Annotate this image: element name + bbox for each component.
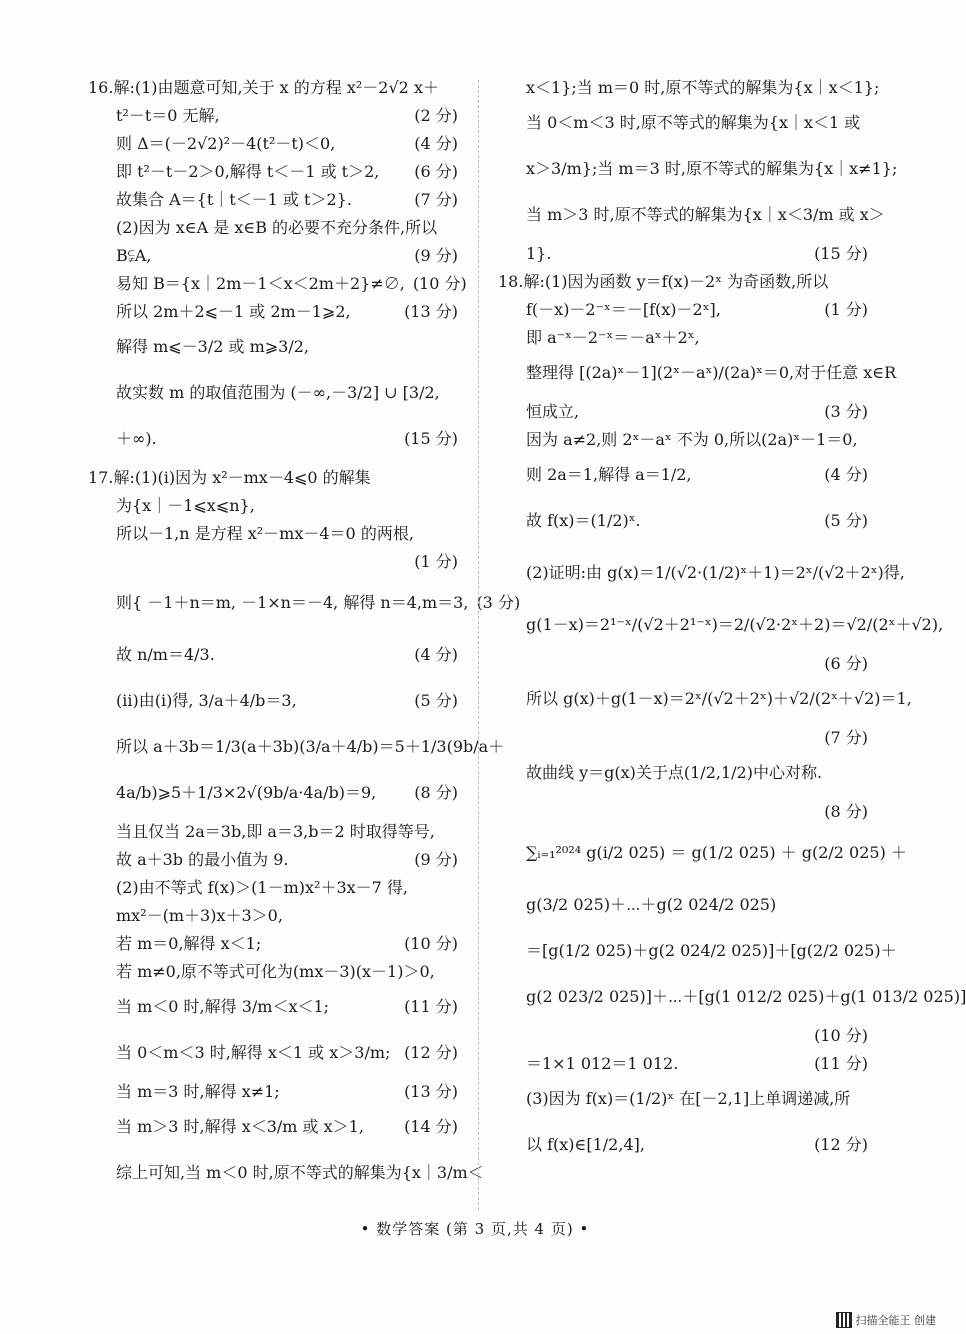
solution-line — [498, 198, 885, 232]
line-text: 故 n/m＝4/3. — [116, 645, 215, 664]
right-column — [498, 78, 966, 1174]
line-text: mx²－(m＋3)x＋3＞0, — [116, 906, 283, 925]
solution-line — [88, 106, 458, 126]
score-label: (4 分) — [414, 645, 458, 664]
line-text: 16.解:(1)由题意可知,关于 x 的方程 x²－2√2 x＋ — [88, 78, 439, 97]
solution-line — [88, 190, 458, 210]
line-text: ＝1×1 012＝1 012. — [526, 1054, 679, 1073]
scanner-watermark — [836, 1312, 937, 1328]
solution-line — [498, 1128, 868, 1162]
solution-line — [88, 1110, 458, 1144]
solution-line — [498, 682, 912, 716]
solution-line — [88, 330, 458, 364]
score-label: (13 分) — [404, 1082, 458, 1101]
score-label: (5 分) — [824, 511, 868, 530]
line-text: 17.解:(1)(ⅰ)因为 x²－mx－4⩽0 的解集 — [88, 468, 371, 487]
solution-line — [498, 272, 868, 292]
solution-line — [498, 356, 897, 390]
line-text: 恒成立, — [526, 402, 580, 421]
line-text: 故 f(x)＝(1/2)ˣ. — [526, 511, 641, 530]
solution-line — [498, 300, 868, 320]
line-text: 当 m＞3 时,原不等式的解集为{x｜x＜3/m 或 x＞ — [526, 205, 885, 224]
solution-line — [88, 638, 458, 672]
line-text: 故 a＋3b 的最小值为 9. — [116, 850, 289, 869]
qr-code-icon — [836, 1312, 852, 1328]
line-text: (2)由不等式 f(x)＞(1－m)x²＋3x－7 得, — [116, 878, 409, 897]
score-label: (8 分) — [824, 802, 868, 821]
line-text: g(1－x)＝2¹⁻ˣ/(√2＋2¹⁻ˣ)＝2/(√2·2ˣ＋2)＝√2/(2ˣ＋√2), — [526, 615, 944, 634]
line-text: 当 m＝3 时,解得 x≠1; — [116, 1082, 280, 1101]
score-label: (11 分) — [404, 997, 458, 1016]
line-text: 18.解:(1)因为函数 y＝f(x)－2ˣ 为奇函数,所以 — [498, 272, 829, 291]
line-text: 为{x｜－1⩽x⩽n}, — [116, 496, 255, 515]
solution-line — [88, 730, 505, 764]
solution-line — [498, 1082, 868, 1116]
solution-line — [88, 162, 458, 182]
solution-line — [88, 822, 458, 842]
score-label: (13 分) — [404, 302, 458, 321]
line-text: x＞3/m};当 m＝3 时,原不等式的解集为{x｜x≠1}; — [526, 159, 898, 178]
score-label: (5 分) — [414, 691, 458, 710]
solution-line — [498, 106, 868, 140]
solution-line — [88, 906, 458, 926]
line-text: 当 0＜m＜3 时,解得 x＜1 或 x＞3/m; — [116, 1043, 391, 1062]
line-text: (2)因为 x∈A 是 x∈B 的必要不充分条件,所以 — [116, 218, 438, 237]
line-text: ＋∞). — [116, 429, 157, 448]
solution-line — [498, 934, 897, 968]
solution-line — [498, 430, 868, 450]
line-text: 若 m≠0,原不等式可化为(mx－3)(x－1)＞0, — [116, 962, 435, 981]
score-label: (3 分) — [476, 593, 521, 612]
solution-line — [88, 422, 458, 456]
score-label: (7 分) — [414, 190, 458, 209]
solution-line — [498, 244, 868, 264]
page-footer: • 数学答案 (第 3 页,共 4 页) • — [360, 1220, 590, 1238]
solution-line — [88, 1156, 484, 1190]
score-label: (4 分) — [824, 465, 868, 484]
score-label: (14 分) — [404, 1117, 458, 1136]
line-text: 故实数 m 的取值范围为 (－∞,－3/2] ∪ [3/2, — [116, 383, 440, 402]
line-text: 则 Δ＝(－2√2)²－4(t²－t)＜0, — [116, 134, 336, 153]
solution-line — [88, 850, 458, 870]
score-label: (10 分) — [412, 274, 467, 293]
solution-line — [498, 458, 868, 492]
line-text: g(3/2 025)＋⋯＋g(2 024/2 025) — [526, 895, 777, 914]
solution-line — [498, 504, 868, 538]
line-text: t²－t＝0 无解, — [116, 106, 220, 125]
solution-line — [498, 888, 868, 922]
solution-line — [498, 78, 880, 98]
solution-line — [498, 728, 868, 748]
line-text: 整理得 [(2a)ˣ－1](2ˣ－aˣ)/(2a)ˣ＝0,对于任意 x∈R — [526, 363, 897, 382]
solution-line — [498, 756, 868, 790]
solution-line — [498, 152, 898, 186]
line-text: 当 m＞3 时,解得 x＜3/m 或 x＞1, — [116, 1117, 364, 1136]
score-label: (10 分) — [814, 1026, 868, 1045]
line-text: 因为 a≠2,则 2ˣ－aˣ 不为 0,所以(2a)ˣ－1＝0, — [526, 430, 858, 449]
line-text: 故曲线 y＝g(x)关于点(1/2,1/2)中心对称. — [526, 763, 823, 782]
line-text: 易知 B＝{x｜2m－1＜x＜2m＋2}≠∅, — [116, 274, 405, 293]
line-text: (3)因为 f(x)＝(1/2)ˣ 在[－2,1]上单调递减,所 — [526, 1089, 851, 1108]
line-text: 所以－1,n 是方程 x²－mx－4＝0 的两根, — [116, 524, 414, 543]
score-label: (6 分) — [824, 654, 868, 673]
score-label: (12 分) — [814, 1135, 868, 1154]
line-text: 故集合 A＝{t｜t＜－1 或 t＞2}. — [116, 190, 352, 209]
solution-line — [498, 328, 868, 348]
score-label: (9 分) — [414, 850, 458, 869]
score-label: (8 分) — [414, 783, 458, 802]
line-text: 则 2a＝1,解得 a＝1/2, — [526, 465, 692, 484]
solution-line — [88, 524, 458, 544]
solution-line — [88, 246, 458, 266]
line-text: 解得 m⩽－3/2 或 m⩾3/2, — [116, 337, 310, 356]
line-text: B⫋A, — [116, 246, 152, 265]
line-text: 综上可知,当 m＜0 时,原不等式的解集为{x｜3/m＜ — [116, 1163, 484, 1182]
score-label: (15 分) — [814, 244, 868, 263]
solution-line — [88, 496, 458, 516]
solution-line — [88, 684, 458, 718]
score-label: (7 分) — [824, 728, 868, 747]
line-text: 以 f(x)∈[1/2,4], — [526, 1135, 645, 1154]
solution-line — [88, 878, 458, 898]
left-column — [88, 78, 521, 1202]
solution-line — [498, 802, 868, 822]
solution-line — [498, 980, 966, 1014]
line-text: (2)证明:由 g(x)＝1/(√2·(1/2)ˣ＋1)＝2ˣ/(√2＋2ˣ)得, — [526, 563, 905, 582]
line-text: g(2 023/2 025)]＋⋯＋[g(1 012/2 025)＋g(1 013/2 025)] — [526, 987, 966, 1006]
line-text: 若 m＝0,解得 x＜1; — [116, 934, 262, 953]
solution-line — [88, 218, 458, 238]
solution-line — [498, 1054, 868, 1074]
line-text: 4a/b)⩾5＋1/3×2√(9b/a·4a/b)＝9, — [116, 783, 377, 802]
solution-line — [498, 402, 868, 422]
solution-line — [88, 134, 458, 154]
line-text: x＜1};当 m＝0 时,原不等式的解集为{x｜x＜1}; — [526, 78, 880, 97]
solution-line — [88, 468, 458, 488]
line-text: ∑ᵢ₌₁²⁰²⁴ g(i/2 025) ＝ g(1/2 025) ＋ g(2/2 025) ＋ — [526, 843, 907, 862]
solution-line — [88, 990, 458, 1024]
score-label: (1 分) — [824, 300, 868, 319]
score-label: (9 分) — [414, 246, 458, 265]
solution-line — [88, 552, 458, 572]
line-text: 当 0＜m＜3 时,原不等式的解集为{x｜x＜1 或 — [526, 113, 861, 132]
solution-line — [88, 302, 458, 322]
line-text: 1}. — [526, 244, 552, 263]
line-text: 则{ －1＋n＝m, －1×n＝－4, 解得 n＝4,m＝3, — [116, 593, 469, 612]
score-label: (11 分) — [814, 1054, 868, 1073]
score-label: (15 分) — [404, 429, 458, 448]
solution-line — [88, 962, 458, 982]
solution-line — [88, 376, 458, 410]
solution-line — [498, 654, 868, 674]
line-text: 当 m＜0 时,解得 3/m＜x＜1; — [116, 997, 330, 1016]
score-label: (10 分) — [404, 934, 458, 953]
score-label: (2 分) — [414, 106, 458, 125]
column-divider — [478, 80, 479, 1210]
solution-line — [498, 830, 907, 876]
solution-line — [88, 1082, 458, 1102]
solution-line — [498, 608, 944, 642]
score-label: (1 分) — [414, 552, 458, 571]
solution-line — [88, 580, 521, 626]
solution-line — [88, 78, 458, 98]
score-label: (12 分) — [404, 1043, 458, 1062]
line-text: 所以 g(x)＋g(1－x)＝2ˣ/(√2＋2ˣ)＋√2/(2ˣ＋√2)＝1, — [526, 689, 912, 708]
solution-line — [88, 1036, 458, 1070]
solution-line — [88, 776, 458, 810]
solution-line — [498, 1026, 868, 1046]
line-text: ＝[g(1/2 025)＋g(2 024/2 025)]＋[g(2/2 025)＋ — [526, 941, 897, 960]
solution-line — [498, 550, 905, 596]
solution-line — [88, 274, 467, 294]
line-text: 当且仅当 2a＝3b,即 a＝3,b＝2 时取得等号, — [116, 822, 435, 841]
watermark-text: 扫描全能王 创建 — [855, 1314, 936, 1327]
line-text: 所以 2m＋2⩽－1 或 2m－1⩾2, — [116, 302, 351, 321]
score-label: (6 分) — [414, 162, 458, 181]
score-label: (4 分) — [414, 134, 458, 153]
solution-line — [88, 934, 458, 954]
line-text: 即 a⁻ˣ－2⁻ˣ＝－aˣ＋2ˣ, — [526, 328, 700, 347]
line-text: 即 t²－t－2＞0,解得 t＜－1 或 t＞2, — [116, 162, 380, 181]
line-text: 所以 a＋3b＝1/3(a＋3b)(3/a＋4/b)＝5＋1/3(9b/a＋ — [116, 737, 505, 756]
line-text: f(－x)－2⁻ˣ＝－[f(x)－2ˣ], — [526, 300, 721, 319]
score-label: (3 分) — [824, 402, 868, 421]
line-text: (ⅱ)由(ⅰ)得, 3/a＋4/b＝3, — [116, 691, 297, 710]
